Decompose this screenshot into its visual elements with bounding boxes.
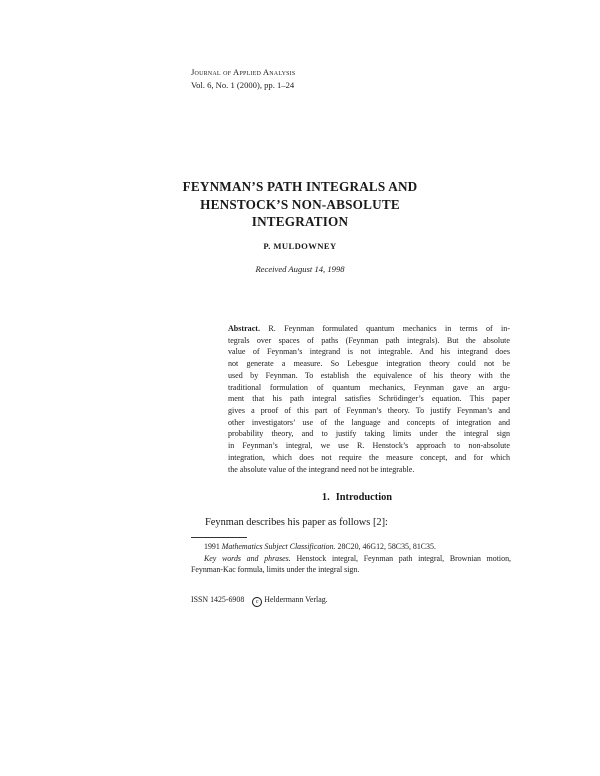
abstract-line: tegrals over spaces of paths (Feynman path integrals). But the absolute [228,335,510,345]
abstract-line: integration, which does not require the measure concept, and for which [228,452,510,462]
keywords-label: Key words and phrases. [204,553,291,563]
publisher-name: Heldermann Verlag. [264,595,328,604]
msc-codes: 28C20, 46G12, 58C35, 81C35. [337,542,436,551]
author-name: P. MULDOWNEY [263,241,337,251]
copyright-icon: c [252,597,262,607]
paper-title [160,178,440,231]
abstract-line: used by Feynman. To establish the equivalence of his theory with the [228,370,510,380]
footnote-rule [191,537,247,538]
abstract-line: ment that his path integral satisfies Schrödinger’s equation. This paper [228,394,510,404]
abstract-line: not generate a measure. So Lebesgue integration theory could not be [228,359,510,369]
keywords-footnote: Key words and phrases. Henstock integral, Feynman path integral, Brownian motion, [204,553,511,563]
issn-number: ISSN 1425-6908 [191,595,245,604]
section-title: Introduction [335,492,393,503]
abstract-label: Abstract. [228,324,260,333]
received-date: Received August 14, 1998 [255,264,345,274]
abstract-line: the absolute value of the integrand need not be integrable. [228,464,415,474]
abstract-line: other investigators’ use of the language and concepts of integration and [228,417,510,427]
section-number: 1. [321,492,330,503]
abstract-line: Abstract. R. Feynman formulated quantum mechanics in terms of in- [228,324,510,333]
issn-line [191,595,328,607]
msc-label: Mathematics Subject Classification. [221,542,336,551]
title-line-3: INTEGRATION [251,214,349,229]
footnotes [191,541,511,576]
abstract-line: gives a proof of this part of Feynman’s theory. To justify Feynman’s and [228,406,510,416]
body-paragraph: Feynman describes his paper as follows [2]: [205,517,388,528]
title-line-1: FEYNMAN’S PATH INTEGRALS AND [182,179,418,194]
abstract-line: in Feynman’s integral, we use R. Henstock’s approach to non-absolute [228,441,510,451]
journal-citation: Vol. 6, No. 1 (2000), pp. 1–24 [191,79,295,90]
abstract-line: traditional formulation of quantum mechanics, Feynman gave an argu- [228,382,510,392]
abstract [228,323,510,475]
abstract-line: value of Feynman’s integrand is not integrable. And his integrand does [228,347,510,357]
journal-header [191,66,295,91]
title-line-2: HENSTOCK’S NON-ABSOLUTE [200,196,400,212]
msc-footnote: 1991 Mathematics Subject Classification. 28C20, 46G12, 58C35, 81C35. [204,542,436,551]
journal-name: Journal of Applied Analysis [191,67,296,77]
section-heading [160,492,560,503]
keywords-continuation: Feynman-Kac formula, limits under the integral sign. [191,565,360,575]
abstract-line: probability theory, and to justify taking limits under the integral sign [228,429,510,439]
